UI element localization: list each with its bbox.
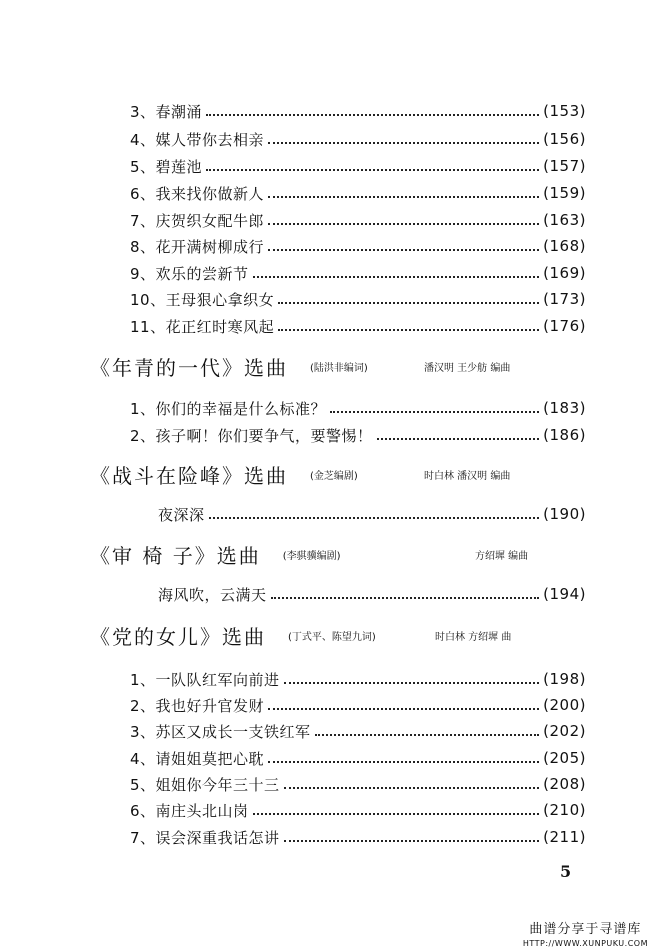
- toc-entry: [130, 395, 586, 421]
- entry-title: 碧莲池: [155, 157, 203, 176]
- dot-leader: [268, 195, 539, 198]
- entry-title: 误会深重我话怎讲: [155, 828, 280, 847]
- dot-leader: [268, 248, 539, 251]
- section-heading: [90, 350, 580, 382]
- dot-leader: [253, 275, 540, 278]
- dot-leader: [377, 437, 540, 440]
- entry-title: 庆贺织女配牛郎: [155, 211, 265, 230]
- toc-entry: [130, 718, 586, 744]
- section-credit: 潘汉明 王少舫 编曲: [424, 362, 511, 374]
- entry-page: (202): [543, 722, 586, 740]
- dot-leader: [278, 301, 539, 304]
- entry-page: (176): [543, 317, 586, 335]
- entry-number: 10、: [130, 290, 166, 309]
- dot-leader: [268, 707, 539, 710]
- entry-number: 6、: [130, 184, 156, 203]
- dot-leader: [330, 410, 539, 413]
- entry-title: 你们的幸福是什么标准？: [155, 399, 327, 418]
- toc-entry: [130, 422, 586, 448]
- toc-entry: [130, 153, 586, 179]
- section-title: 《战斗在险峰》选曲: [90, 463, 288, 488]
- dot-leader: [315, 733, 540, 736]
- toc-entry: [130, 666, 586, 692]
- entry-number: 4、: [130, 749, 156, 768]
- entry-page: (153): [543, 102, 586, 120]
- entry-page: (210): [543, 801, 586, 819]
- entry-page: (169): [543, 264, 586, 282]
- entry-page: (163): [543, 211, 586, 229]
- entry-page: (194): [543, 585, 586, 603]
- watermark-url: HTTP://WWW.XUNPUKU.COM: [522, 939, 648, 948]
- dot-leader: [268, 141, 539, 144]
- toc-entry: [130, 313, 586, 339]
- entry-number: 7、: [130, 211, 156, 230]
- entry-number: 1、: [130, 399, 156, 418]
- entry-page: (205): [543, 749, 586, 767]
- entry-page: (183): [543, 399, 586, 417]
- entry-title: 夜深深: [158, 505, 205, 524]
- toc-entry: [130, 692, 586, 718]
- dot-leader: [284, 681, 540, 684]
- entry-title: 一队队红军向前进: [155, 670, 280, 689]
- entry-number: 9、: [130, 264, 156, 283]
- entry-title: 媒人带你去相亲: [155, 130, 265, 149]
- entry-page: (157): [543, 157, 586, 175]
- dot-leader: [206, 113, 539, 116]
- section-title: 《审 椅 子》选曲: [90, 543, 261, 568]
- dot-leader: [268, 222, 539, 225]
- section-note: (陆洪非编词): [310, 362, 368, 374]
- entry-number: 11、: [130, 317, 166, 336]
- toc-entry: [130, 745, 586, 771]
- toc-entry: [130, 180, 586, 206]
- section-credit: 时白林 潘汉明 编曲: [424, 470, 511, 482]
- entry-number: 2、: [130, 696, 156, 715]
- entry-title: 花正红时寒风起: [165, 317, 275, 336]
- entry-page: (208): [543, 775, 586, 793]
- toc-entry: [130, 233, 586, 259]
- entry-number: 7、: [130, 828, 156, 847]
- entry-page: (159): [543, 184, 586, 202]
- toc-entry: [130, 797, 586, 823]
- entry-page: (211): [543, 828, 586, 846]
- entry-number: 5、: [130, 775, 156, 794]
- dot-leader: [209, 516, 540, 519]
- section-note: (金芝编剧): [310, 470, 358, 482]
- section-credit: 方绍墀 编曲: [475, 550, 529, 562]
- dot-leader: [253, 812, 540, 815]
- entry-number: 8、: [130, 237, 156, 256]
- dot-leader: [278, 328, 539, 331]
- dot-leader: [206, 168, 539, 171]
- entry-page: (173): [543, 290, 586, 308]
- dot-leader: [268, 760, 539, 763]
- entry-number: 3、: [130, 722, 156, 741]
- entry-number: 1、: [130, 670, 156, 689]
- section-credit: 时白林 方绍墀 曲: [435, 631, 512, 643]
- entry-page: (190): [543, 505, 586, 523]
- section-heading: [90, 538, 580, 570]
- entry-number: 6、: [130, 801, 156, 820]
- entry-title: 海风吹，云满天: [158, 585, 267, 604]
- entry-title: 苏区又成长一支铁红军: [155, 722, 311, 741]
- section-title: 《年青的一代》选曲: [90, 355, 288, 380]
- entry-page: (156): [543, 130, 586, 148]
- entry-title: 孩子啊！你们要争气，要警惕！: [155, 426, 373, 445]
- toc-entry: [130, 126, 586, 152]
- entry-title: 南庄头北山岗: [155, 801, 249, 820]
- toc-entry: [130, 207, 586, 233]
- toc-entry: [130, 260, 586, 286]
- watermark-text: 曲谱分享于寻谱库: [529, 922, 642, 937]
- entry-page: (198): [543, 670, 586, 688]
- section-heading: [90, 458, 580, 490]
- section-title: 《党的女儿》选曲: [90, 624, 266, 649]
- entry-title: 我来找你做新人: [155, 184, 265, 203]
- entry-number: 5、: [130, 157, 156, 176]
- page-number: 5: [560, 862, 572, 881]
- entry-page: (186): [543, 426, 586, 444]
- toc-entry: [130, 824, 586, 850]
- entry-title: 欢乐的尝新节: [155, 264, 249, 283]
- watermark: [523, 918, 648, 948]
- section-note: (丁式平、陈望九词): [288, 631, 376, 643]
- entry-title: 姐姐你今年三十三: [155, 775, 280, 794]
- dot-leader: [271, 596, 540, 599]
- entry-title: 王母狠心拿织女: [165, 290, 275, 309]
- section-heading: [90, 619, 580, 651]
- entry-title: 我也好升官发财: [155, 696, 265, 715]
- entry-number: 2、: [130, 426, 156, 445]
- entry-number: 3、: [130, 102, 156, 121]
- section-note: (李骐骥编剧): [282, 550, 341, 562]
- dot-leader: [284, 786, 540, 789]
- entry-title: 花开满树柳成行: [155, 237, 265, 256]
- entry-title: 请姐姐莫把心耽: [155, 749, 265, 768]
- toc-entry: [130, 771, 586, 797]
- entry-title: 春潮涌: [155, 102, 203, 121]
- toc-entry: [130, 286, 586, 312]
- entry-page: (200): [543, 696, 586, 714]
- toc-entry: [158, 581, 586, 607]
- dot-leader: [284, 839, 540, 842]
- toc-entry: [158, 501, 586, 527]
- entry-number: 4、: [130, 130, 156, 149]
- toc-entry: [130, 98, 586, 124]
- entry-page: (168): [543, 237, 586, 255]
